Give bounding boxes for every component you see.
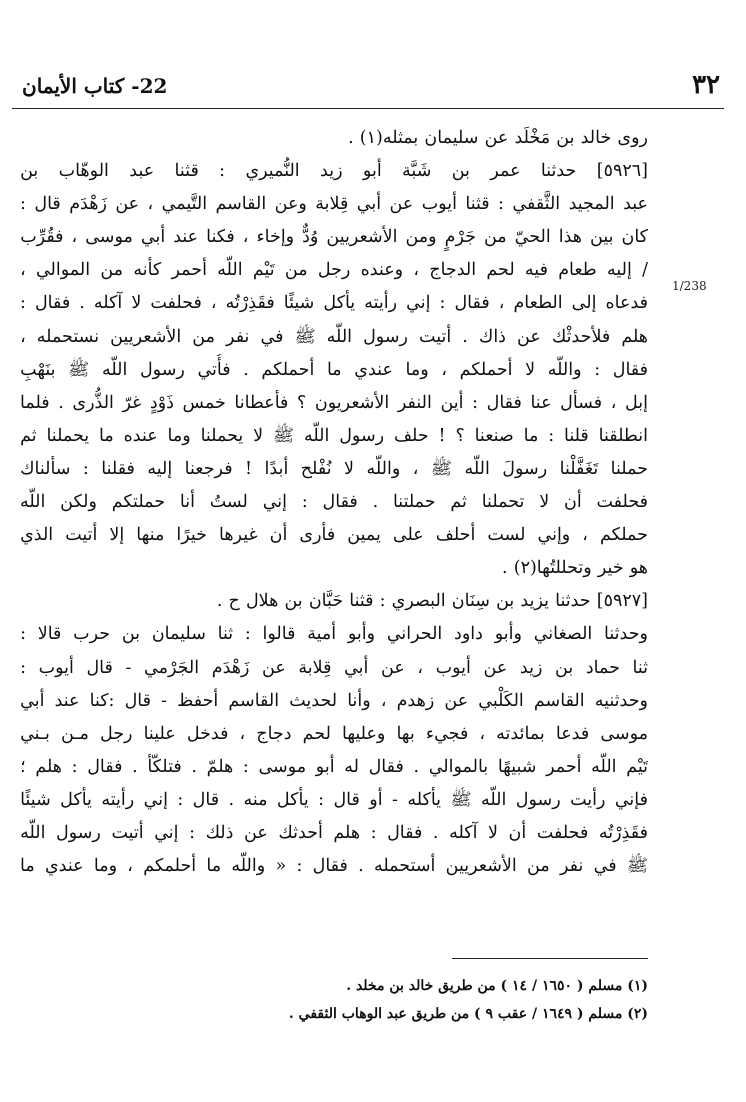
text-line: هو خير وتحللتُها(٢) .	[502, 558, 648, 579]
main-text	[20, 122, 648, 917]
text-line: [٥٩٢٧] حدثنا يزيد بن سِنَان البصري : قثنا حَبَّان بن هلال ح .	[216, 591, 648, 612]
text-line: فقال : واللّه لا أحملكم ، وما عندي ما أحملكم . فأُتي رسول اللّه ﷺ بنَهْبِ	[20, 359, 648, 380]
footnotes	[20, 972, 648, 1028]
margin-reference: 1/238	[672, 279, 707, 293]
text-line: كان بين هذا الحيّ من جَرْمٍ ومن الأشعريين وُدٌّ وإخاء ، فكنا عند أبي موسى ، فقُرِّب	[20, 227, 648, 248]
text-line: عبد المجيد الثَّقفي : قثنا أيوب عن أبي قِلابة وعن القاسم التَّيمي ، عن زَهْدَم قال :	[20, 194, 648, 215]
text-line: حملكم ، وإني لست أحلف على يمين فأرى أن غيرها خيرًا منها إلا أتيت الذي	[20, 525, 648, 546]
text-line: فدعاه إلى الطعام ، فقال : إني رأيته يأكل شيئًا فقَذِرْتُه ، فحلفت لا آكله . فقال :	[20, 293, 648, 314]
text-line: روى خالد بن مَخْلَد عن سليمان بمثله(١) .	[348, 128, 648, 148]
text-line: / إليه طعام فيه لحم الدجاج ، وعنده رجل من تَيْم اللّه أحمر كأنه من الموالي ،	[20, 260, 648, 281]
text-line: ﷺ في نفر من الأشعريين أستحمله . فقال : « واللّه ما أحلمكم ، وما عندي ما	[20, 856, 648, 877]
text-line: فحلفت أن لا تحملنا ثم حملتنا . فقال : إني لستُ أنا حملتكم ولكن اللّه	[20, 492, 648, 513]
chapter-title: 22- كتاب الأيمان	[22, 74, 168, 98]
text-line: انطلقنا قلنا : ما صنعنا ؟ ! حلف رسول اللّه ﷺ لا يحملنا وما عنده ما يحملنا ثم	[20, 425, 648, 446]
text-line: موسى فدعا بمائدته ، فجيء بها وعليها لحم دجاج ، فدخل علينا رجل مـن بـني	[20, 723, 648, 744]
footnote: (١) مسلم ( ١٦٥٠ / ١٤ ) من طريق خالد بن مخلد .	[346, 978, 648, 994]
text-line: فإني رأيت رسول اللّه ﷺ يأكله - أو قال : يأكل منه . قال : إني رأيته يأكل شيئًا	[20, 789, 648, 810]
text-line: وحدثنا الصغاني وأبو داود الحراني وأبو أمية قالوا : ثنا سليمان بن حرب قالا :	[20, 624, 648, 645]
text-line: تَيْم اللّه أحمر شبيهًا بالموالي . فقال له أبو موسى : هلمّ . فتلكّأ . فقال : هلم ؛	[20, 756, 648, 777]
header-rule	[12, 108, 724, 109]
page-number: ٣٢	[692, 70, 720, 100]
text-line: هلم فلأحدثْك عن ذاك . أتيت رسول اللّه ﷺ في نفر من الأشعريين نستحمله ،	[20, 326, 648, 347]
text-line: ثنا حماد بن زيد عن أيوب ، عن أبي قِلابة عن زَهْدَم الجَرْمي - قال أيوب :	[20, 657, 648, 678]
footnote-rule	[452, 958, 648, 959]
text-line: [٥٩٢٦] حدثنا عمر بن شَبَّة أبو زيد النُّميري : قثنا عبد الوهّاب بن	[20, 161, 648, 182]
page-header	[10, 60, 728, 104]
text-line: فقَذِرْتُه فحلفت أن لا آكله . فقال : هلم أحدثك عن ذلك : إني أتيت رسول اللّه	[20, 822, 648, 843]
text-line: وحدثنيه القاسم الكَلْبي عن زهدم ، وأنا لحديث القاسم أحفظ - قال :كنا عند أبي	[20, 690, 648, 711]
text-line: إبل ، فسأل عنا فقال : أين النفر الأشعريون ؟ فأعطانا خمس ذَوْدٍ غرّ الذُّرى . فلما	[20, 392, 648, 413]
footnote: (٢) مسلم ( ١٦٤٩ / عقب ٩ ) من طريق عبد الوهاب الثقفي .	[288, 1006, 648, 1022]
text-line: حملنا تَغَفَّلْنا رسولَ اللّه ﷺ ، واللّه لا نُفْلح أبدًا ! فرجعنا إليه فقلنا : سألناك	[20, 458, 648, 479]
